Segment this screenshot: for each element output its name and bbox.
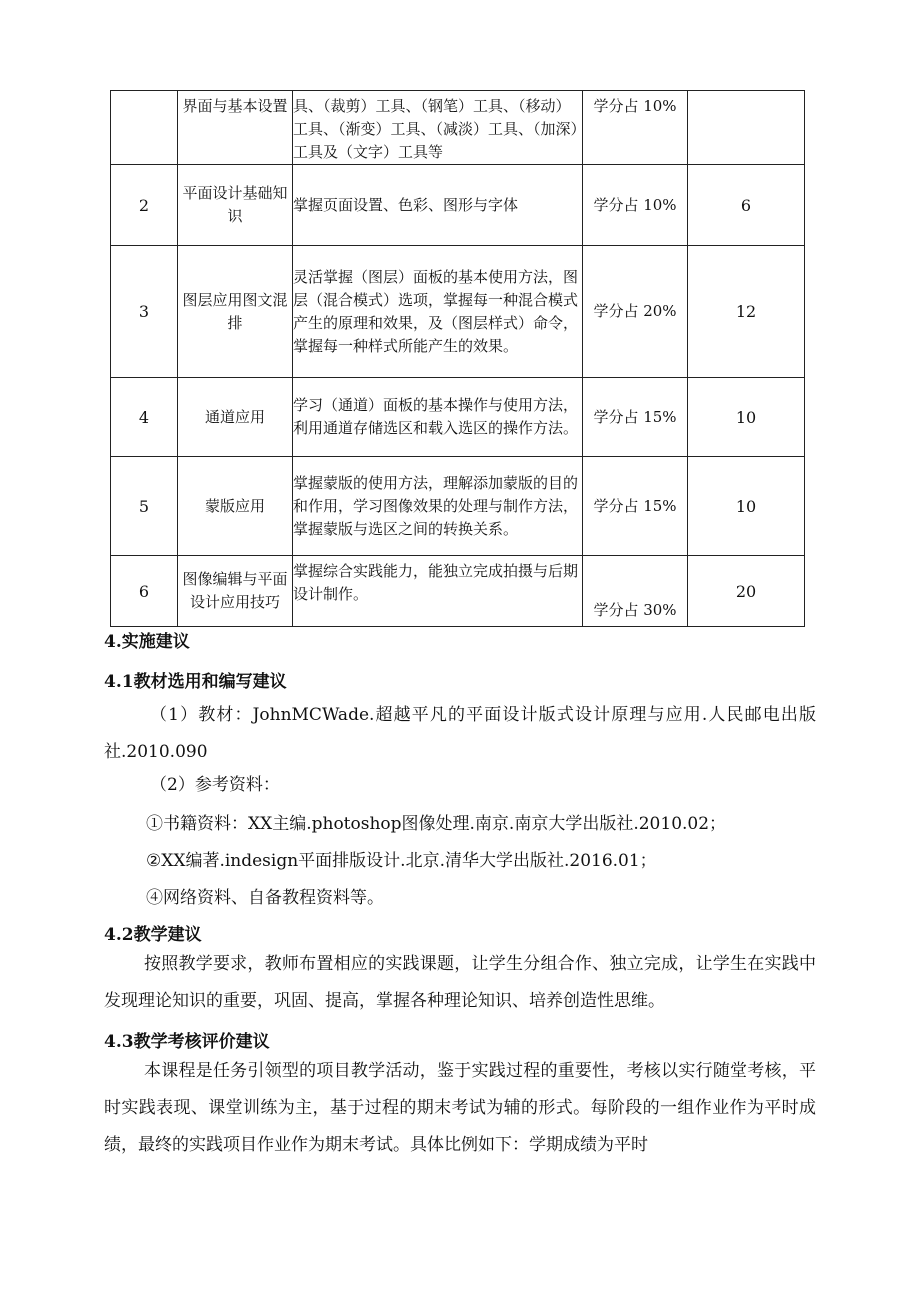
module-name: 平面设计基础知识 (178, 165, 293, 246)
subsection-heading: 4.3教学考核评价建议 (104, 1032, 270, 1052)
reference-item: ②XX编著.indesign平面排版设计.北京.清华大学出版社.2016.01； (146, 851, 657, 871)
table-row (111, 246, 805, 378)
module-name: 通道应用 (178, 378, 293, 457)
paragraph: （1）教材：JohnMCWade.超越平凡的平面设计版式设计原理与应用.人民邮电出版社.2010.090 (104, 705, 816, 762)
hours: 20 (688, 556, 805, 627)
module-content: 具、（裁剪）工具、（钢笔）工具、（移动）工具、（渐变）工具、（减淡）工具、（加深）工具及（文字）工具等 (293, 91, 583, 165)
module-content: 灵活掌握（图层）面板的基本使用方法，图层（混合模式）选项，掌握每一种混合模式产生的原理和效果，及（图层样式）命令，掌握每一种样式所能产生的效果。 (293, 246, 583, 378)
row-number: 2 (111, 165, 178, 246)
table-row (111, 91, 805, 165)
reference-item: ①书籍资料：XX主编.photoshop图像处理.南京.南京大学出版社.2010.02； (146, 814, 727, 834)
credit-share: 学分占 20% (583, 246, 688, 378)
paragraph: 按照教学要求，教师布置相应的实践课题，让学生分组合作、独立完成，让学生在实践中发现理论知识的重要，巩固、提高，掌握各种理论知识、培养创造性思维。 (104, 954, 816, 1011)
paragraph: 本课程是任务引领型的项目教学活动，鉴于实践过程的重要性，考核以实行随堂考核，平时实践表现、课堂训练为主，基于过程的期末考试为辅的形式。每阶段的一组作业作为平时成绩，最终的实践项目作业作为期末考试。具体比例如下：学期成绩为平时 (104, 1061, 816, 1155)
credit-share: 学分占 30% (583, 556, 688, 627)
section-heading: 4.实施建议 (104, 632, 190, 652)
module-name: 蒙版应用 (178, 457, 293, 556)
table-row (111, 556, 805, 627)
row-number: 6 (111, 556, 178, 627)
module-name: 图像编辑与平面设计应用技巧 (178, 556, 293, 627)
module-name: 界面与基本设置 (178, 91, 293, 165)
row-number: 4 (111, 378, 178, 457)
course-table (110, 90, 805, 627)
hours: 10 (688, 378, 805, 457)
hours: 10 (688, 457, 805, 556)
table-row (111, 457, 805, 556)
hours (688, 91, 805, 165)
table-row (111, 165, 805, 246)
credit-share: 学分占 15% (583, 457, 688, 556)
module-content: 掌握蒙版的使用方法，理解添加蒙版的目的和作用，学习图像效果的处理与制作方法，掌握蒙版与选区之间的转换关系。 (293, 457, 583, 556)
table-row (111, 378, 805, 457)
row-number: 5 (111, 457, 178, 556)
hours: 6 (688, 165, 805, 246)
module-name: 图层应用图文混排 (178, 246, 293, 378)
subsection-heading: 4.2教学建议 (104, 925, 202, 945)
subsection-heading: 4.1教材选用和编写建议 (104, 672, 287, 692)
row-number: 3 (111, 246, 178, 378)
paragraph: （2）参考资料： (150, 775, 280, 795)
credit-share: 学分占 10% (583, 165, 688, 246)
reference-item: ④网络资料、自备教程资料等。 (146, 888, 384, 908)
module-content: 学习（通道）面板的基本操作与使用方法，利用通道存储选区和载入选区的操作方法。 (293, 378, 583, 457)
hours: 12 (688, 246, 805, 378)
credit-share: 学分占 10% (583, 91, 688, 165)
credit-share: 学分占 15% (583, 378, 688, 457)
row-number (111, 91, 178, 165)
module-content: 掌握综合实践能力，能独立完成拍摄与后期设计制作。 (293, 556, 583, 627)
module-content: 掌握页面设置、色彩、图形与字体 (293, 165, 583, 246)
